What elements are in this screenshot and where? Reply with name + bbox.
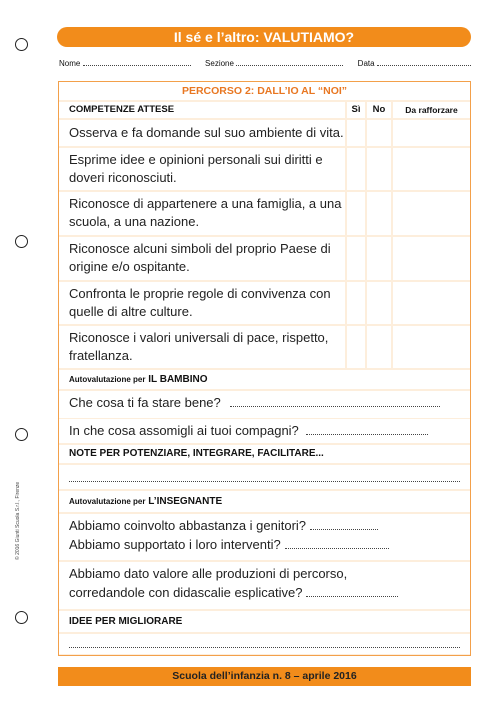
table-header — [59, 102, 470, 118]
data-label: Data — [357, 59, 375, 68]
bambino-question — [59, 391, 470, 418]
answer-line[interactable] — [310, 528, 378, 530]
check-da-rafforzare[interactable] — [393, 192, 470, 235]
competenza-text: Esprime idee e opinioni personali sui diritti e doveri riconosciuti. — [59, 148, 345, 190]
check-da-rafforzare[interactable] — [393, 282, 470, 324]
check-da-rafforzare[interactable] — [393, 326, 470, 368]
question-text: In che cosa assomigli ai tuoi compagni? — [69, 423, 299, 438]
section-title: PERCORSO 2: DALL’IO AL “NOI” — [59, 82, 470, 100]
binder-hole-1 — [15, 38, 28, 51]
insegnante-question — [59, 562, 470, 609]
question-text: Abbiamo coinvolto abbastanza i genitori? — [69, 518, 307, 533]
idee-area[interactable] — [59, 634, 470, 654]
binder-hole-3 — [15, 428, 28, 441]
data-field[interactable] — [377, 64, 471, 66]
header-no: No — [367, 102, 391, 118]
check-no[interactable] — [367, 326, 391, 368]
competenza-text: Riconosce alcuni simboli del proprio Paese di origine e/o ospitante. — [59, 237, 345, 280]
binder-hole-2 — [15, 235, 28, 248]
check-da-rafforzare[interactable] — [393, 120, 470, 146]
check-si[interactable] — [347, 148, 365, 190]
answer-line[interactable] — [285, 547, 389, 549]
competenza-row — [59, 192, 470, 235]
check-da-rafforzare[interactable] — [393, 148, 470, 190]
check-si[interactable] — [347, 237, 365, 280]
check-si[interactable] — [347, 326, 365, 368]
competenza-text: Confronta le proprie regole di convivenza con quelle di altre culture. — [59, 282, 345, 324]
competenza-row — [59, 282, 470, 324]
check-no[interactable] — [367, 237, 391, 280]
check-si[interactable] — [347, 282, 365, 324]
answer-line[interactable] — [306, 433, 428, 435]
page-title: Il sé e l’altro: VALUTIAMO? — [57, 27, 471, 47]
header-competenze: COMPETENZE ATTESE — [59, 102, 345, 118]
competenza-row — [59, 237, 470, 280]
idee-line — [69, 647, 460, 648]
question-text: Abbiamo supportato i loro interventi? — [69, 537, 281, 552]
competenza-text: Riconosce di appartenere a una famiglia, a una scuola, a una nazione. — [59, 192, 345, 235]
answer-line[interactable] — [230, 405, 440, 407]
check-si[interactable] — [347, 192, 365, 235]
note-line — [69, 481, 460, 482]
question-text: corredandole con didascalie esplicative? — [69, 585, 303, 600]
sezione-label: Sezione — [205, 59, 234, 68]
student-info-row — [59, 59, 471, 68]
competenza-text: Osserva e fa domande sul suo ambiente di vita. — [59, 120, 345, 146]
insegnante-question — [59, 514, 470, 560]
autovalutazione-bambino-title — [59, 370, 470, 389]
note-area[interactable] — [59, 465, 470, 489]
question-text: Abbiamo dato valore alle produzioni di percorso, — [69, 566, 348, 581]
header-si: Sì — [347, 102, 365, 118]
binder-hole-4 — [15, 611, 28, 624]
nome-field[interactable] — [83, 64, 191, 66]
nome-label: Nome — [59, 59, 81, 68]
competenza-row — [59, 120, 470, 146]
note-title: NOTE PER POTENZIARE, INTEGRARE, FACILITARE... — [59, 445, 470, 463]
bambino-question — [59, 419, 470, 443]
check-no[interactable] — [367, 282, 391, 324]
answer-line[interactable] — [306, 595, 398, 597]
copyright-credit: © 2016 Giunti Scuola S.r.l., Firenze — [15, 481, 21, 560]
competenza-row — [59, 148, 470, 190]
idee-title: IDEE PER MIGLIORARE — [59, 611, 470, 632]
check-no[interactable] — [367, 120, 391, 146]
evaluation-form — [58, 81, 471, 656]
check-si[interactable] — [347, 120, 365, 146]
competenza-row — [59, 326, 470, 368]
competenza-text: Riconosce i valori universali di pace, rispetto, fratellanza. — [59, 326, 345, 368]
check-no[interactable] — [367, 192, 391, 235]
footer: Scuola dell’infanzia n. 8 – aprile 2016 — [58, 667, 471, 686]
check-no[interactable] — [367, 148, 391, 190]
check-da-rafforzare[interactable] — [393, 237, 470, 280]
insegnante-prefix: Autovalutazione per — [69, 497, 146, 506]
bambino-name: IL BAMBINO — [148, 374, 208, 385]
bambino-prefix: Autovalutazione per — [69, 375, 146, 384]
insegnante-name: L’INSEGNANTE — [148, 496, 223, 507]
header-da-rafforzare: Da rafforzare — [393, 102, 470, 118]
sezione-field[interactable] — [236, 64, 343, 66]
question-text: Che cosa ti fa stare bene? — [69, 395, 221, 410]
autovalutazione-insegnante-title — [59, 491, 470, 512]
